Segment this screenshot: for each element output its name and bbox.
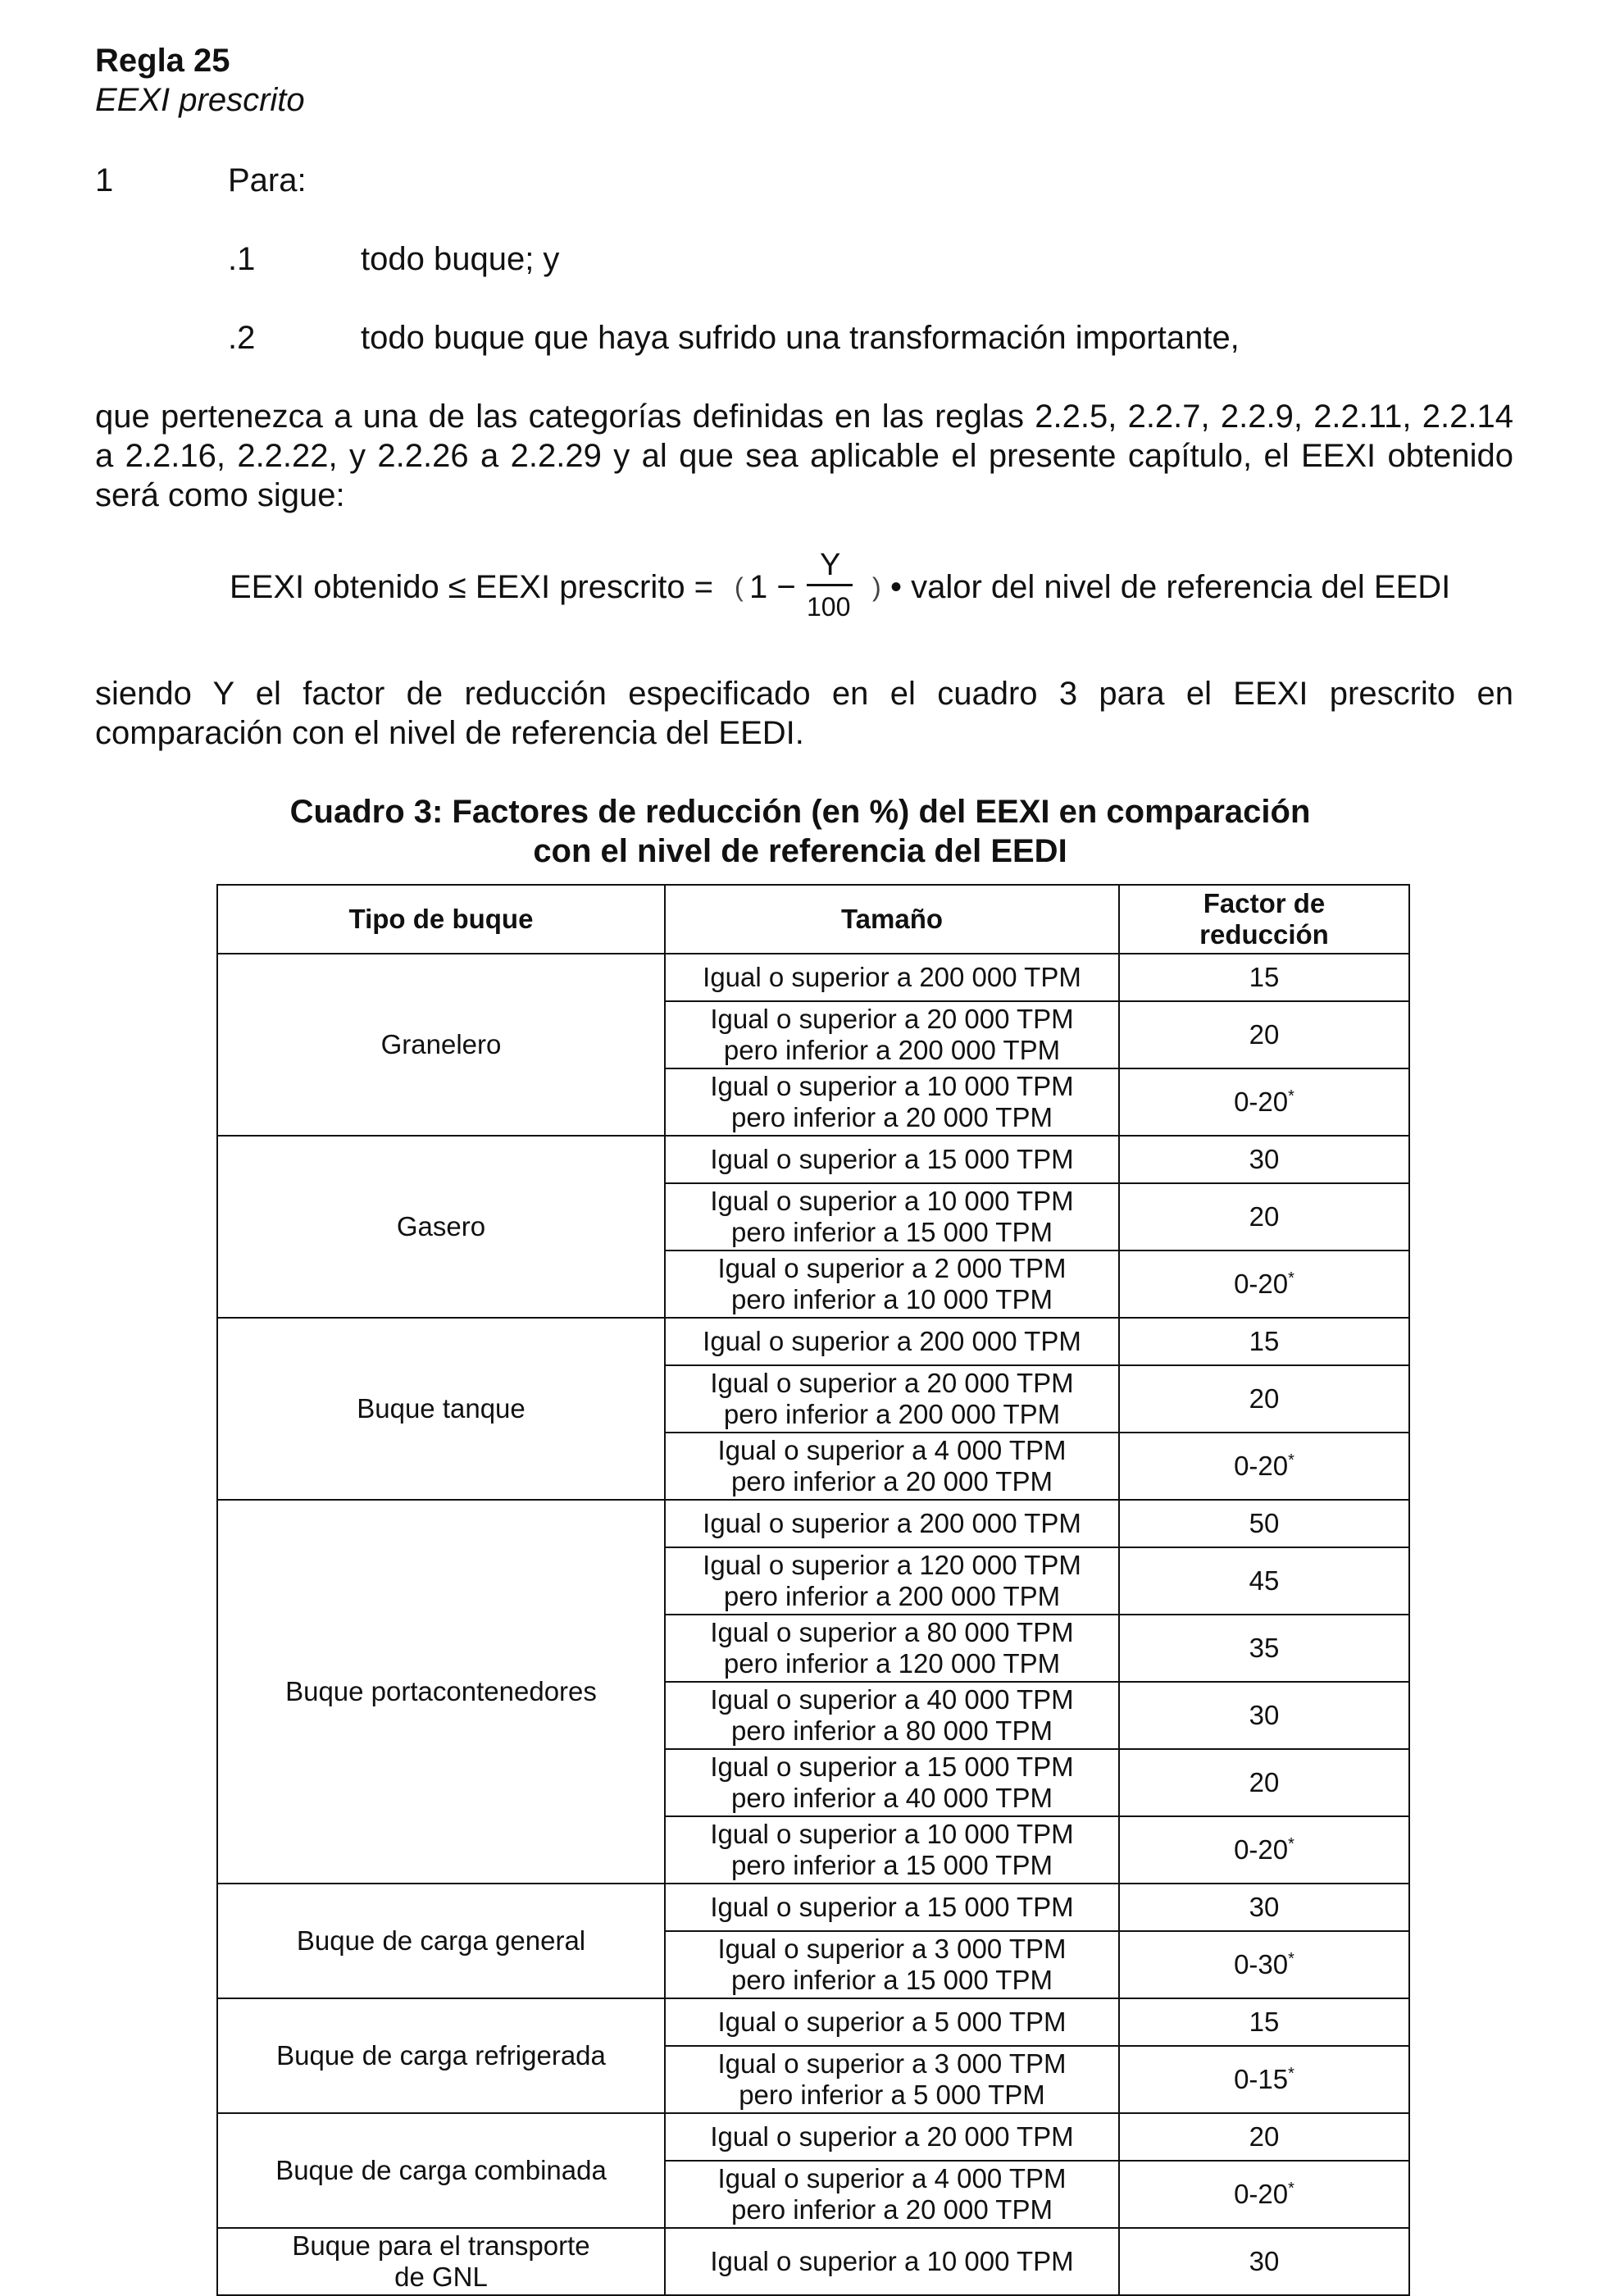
size-cell — [665, 1365, 1119, 1433]
size-cell — [665, 1500, 1119, 1547]
size-line: pero inferior a 10 000 TPM — [731, 1284, 1053, 1314]
paragraph-lead: Para: — [228, 162, 307, 198]
size-line: Igual o superior a 10 000 TPM — [710, 2246, 1074, 2276]
size-line: Igual o superior a 4 000 TPM — [717, 1435, 1067, 1465]
rule-subtitle: EEXI prescrito — [95, 82, 305, 118]
table-row — [217, 1136, 1409, 1183]
reduction-factor-cell — [1119, 1433, 1409, 1500]
reduction-factor-cell — [1119, 1749, 1409, 1816]
footnote-marker: * — [1288, 1269, 1294, 1287]
size-line: pero inferior a 15 000 TPM — [731, 1850, 1053, 1880]
formula-left: EEXI obtenido ≤ EEXI prescrito = — [230, 569, 714, 605]
reduction-factor-value: 30 — [1249, 1144, 1280, 1174]
ship-type-cell — [217, 1318, 665, 1500]
table-row — [217, 2113, 1409, 2161]
reduction-factor-value: 20 — [1249, 1767, 1280, 1797]
size-line: Igual o superior a 20 000 TPM — [710, 1368, 1074, 1398]
item-number: .1 — [228, 241, 256, 277]
size-line: pero inferior a 80 000 TPM — [731, 1715, 1053, 1746]
size-line: pero inferior a 5 000 TPM — [739, 2080, 1045, 2110]
size-cell — [665, 1998, 1119, 2046]
size-line: pero inferior a 15 000 TPM — [731, 1965, 1053, 1995]
size-cell — [665, 1547, 1119, 1615]
reduction-factor-cell — [1119, 1001, 1409, 1068]
reduction-factor-value: 15 — [1249, 2007, 1280, 2037]
reduction-factor-cell — [1119, 1931, 1409, 1998]
reduction-factor-cell — [1119, 954, 1409, 1001]
ship-type-cell — [217, 1500, 665, 1884]
reduction-factor-cell — [1119, 1318, 1409, 1365]
table-header-row — [217, 885, 1409, 954]
size-cell — [665, 954, 1119, 1001]
table-row — [217, 1318, 1409, 1365]
ship-type-label: Buque para el transporte — [292, 2230, 590, 2261]
reduction-factor-cell — [1119, 1816, 1409, 1884]
size-line: pero inferior a 20 000 TPM — [731, 1102, 1053, 1132]
size-line: Igual o superior a 15 000 TPM — [710, 1752, 1074, 1782]
ship-type-label: Buque portacontenedores — [285, 1676, 597, 1706]
size-line: pero inferior a 200 000 TPM — [723, 1399, 1061, 1429]
formula-open-paren: ( — [735, 572, 744, 602]
size-line: Igual o superior a 200 000 TPM — [703, 962, 1081, 992]
size-cell — [665, 2113, 1119, 2161]
paragraph-definition: siendo Y el factor de reducción especificado en el cuadro 3 para el EEXI prescrito en comparación con el nivel de referencia del EEDI. — [95, 676, 1513, 751]
reduction-factor-cell — [1119, 1136, 1409, 1183]
size-line: Igual o superior a 15 000 TPM — [710, 1144, 1074, 1174]
item-text: todo buque que haya sufrido una transformación importante, — [361, 320, 1240, 356]
size-line: Igual o superior a 3 000 TPM — [717, 1934, 1067, 1964]
size-line: pero inferior a 20 000 TPM — [731, 1466, 1053, 1496]
reduction-factor-cell — [1119, 2046, 1409, 2113]
size-cell — [665, 1183, 1119, 1250]
size-line: pero inferior a 15 000 TPM — [731, 1217, 1053, 1247]
ship-type-cell — [217, 2228, 665, 2295]
reduction-factor-cell — [1119, 1183, 1409, 1250]
rule-title: Regla 25 — [95, 43, 230, 79]
header-size: Tamaño — [665, 885, 1119, 954]
footnote-marker: * — [1288, 1835, 1294, 1853]
table-row — [217, 954, 1409, 1001]
reduction-factor-cell — [1119, 1547, 1409, 1615]
fraction-bar — [807, 584, 853, 586]
item-text: todo buque; y — [361, 241, 560, 277]
footnote-marker: * — [1288, 1451, 1294, 1469]
formula-denominator: 100 — [807, 592, 851, 622]
ship-type-cell — [217, 1136, 665, 1318]
formula-close-paren: ) — [872, 572, 881, 602]
footnote-marker: * — [1288, 1087, 1294, 1105]
reduction-factor-value: 30 — [1249, 1700, 1280, 1730]
size-line: Igual o superior a 200 000 TPM — [703, 1508, 1081, 1538]
reduction-factor-value: 50 — [1249, 1508, 1280, 1538]
size-line: Igual o superior a 20 000 TPM — [710, 2121, 1074, 2152]
size-line: Igual o superior a 5 000 TPM — [717, 2007, 1067, 2037]
size-line: Igual o superior a 10 000 TPM — [710, 1819, 1074, 1849]
reduction-factor-value: 0-20 — [1234, 1086, 1289, 1117]
reduction-factor-cell — [1119, 2113, 1409, 2161]
ship-type-label: Granelero — [380, 1029, 502, 1059]
size-line: Igual o superior a 120 000 TPM — [703, 1550, 1081, 1580]
size-cell — [665, 1749, 1119, 1816]
size-line: pero inferior a 40 000 TPM — [731, 1783, 1053, 1813]
reduction-factor-value: 0-20 — [1234, 1269, 1289, 1299]
ship-type-cell — [217, 1884, 665, 1998]
size-line: Igual o superior a 4 000 TPM — [717, 2163, 1067, 2194]
reduction-factor-cell — [1119, 1998, 1409, 2046]
table-caption-line: Cuadro 3: Factores de reducción (en %) del EEXI en comparación — [289, 794, 1311, 830]
reduction-factor-value: 20 — [1249, 1383, 1280, 1414]
formula-right: • valor del nivel de referencia del EEDI — [890, 569, 1451, 605]
formula-numerator: Y — [820, 548, 841, 582]
header-reduction-factor-line: Factor de — [1203, 888, 1326, 918]
ship-type-cell — [217, 1998, 665, 2113]
reduction-factor-value: 0-20 — [1234, 1451, 1289, 1481]
size-cell — [665, 1615, 1119, 1682]
reduction-factor-cell — [1119, 2161, 1409, 2228]
reduction-factor-cell — [1119, 2228, 1409, 2295]
header-reduction-factor — [1119, 885, 1409, 954]
paragraph-number: 1 — [95, 162, 114, 198]
size-cell — [665, 1001, 1119, 1068]
size-cell — [665, 1931, 1119, 1998]
table-body — [217, 954, 1409, 2295]
header-reduction-factor-line: reducción — [1199, 919, 1329, 950]
ship-type-label: Buque de carga refrigerada — [276, 2040, 606, 2070]
ship-type-label: Buque tanque — [357, 1393, 526, 1424]
ship-type-cell — [217, 2113, 665, 2228]
ship-type-cell — [217, 954, 665, 1136]
size-line: Igual o superior a 3 000 TPM — [717, 2048, 1067, 2079]
reduction-factor-cell — [1119, 1615, 1409, 1682]
reduction-factor-value: 15 — [1249, 1326, 1280, 1356]
size-line: Igual o superior a 40 000 TPM — [710, 1684, 1074, 1715]
item-number: .2 — [228, 320, 256, 356]
size-line: Igual o superior a 200 000 TPM — [703, 1326, 1081, 1356]
size-line: pero inferior a 120 000 TPM — [723, 1648, 1061, 1679]
reduction-factor-value: 15 — [1249, 962, 1280, 992]
size-cell — [665, 2046, 1119, 2113]
size-cell — [665, 2161, 1119, 2228]
size-line: Igual o superior a 80 000 TPM — [710, 1617, 1074, 1647]
table-row — [217, 1998, 1409, 2046]
size-line: Igual o superior a 2 000 TPM — [717, 1253, 1067, 1283]
reduction-factor-cell — [1119, 1884, 1409, 1931]
table-row — [217, 1500, 1409, 1547]
reduction-factor-value: 30 — [1249, 1892, 1280, 1922]
table-caption — [218, 792, 1382, 871]
reduction-factor-value: 35 — [1249, 1633, 1280, 1663]
formula-one-minus: 1 − — [749, 569, 796, 605]
reduction-factor-cell — [1119, 1682, 1409, 1749]
reduction-factor-value: 0-20 — [1234, 2179, 1289, 2209]
reduction-factor-value: 0-20 — [1234, 1834, 1289, 1865]
reduction-factor-value: 20 — [1249, 1019, 1280, 1050]
footnote-marker: * — [1288, 2065, 1294, 2083]
reduction-factor-cell — [1119, 1500, 1409, 1547]
size-line: pero inferior a 200 000 TPM — [723, 1035, 1061, 1065]
ship-type-label: de GNL — [394, 2262, 488, 2292]
reduction-factor-value: 20 — [1249, 1201, 1280, 1232]
table-row — [217, 1884, 1409, 1931]
size-line: Igual o superior a 10 000 TPM — [710, 1186, 1074, 1216]
ship-type-label: Buque de carga general — [296, 1925, 586, 1956]
table-caption-line: con el nivel de referencia del EEDI — [533, 833, 1067, 869]
reduction-factor-value: 0-15 — [1234, 2064, 1289, 2094]
size-line: Igual o superior a 15 000 TPM — [710, 1892, 1074, 1922]
size-cell — [665, 2228, 1119, 2295]
size-cell — [665, 1682, 1119, 1749]
ship-type-label: Gasero — [396, 1211, 486, 1241]
size-cell — [665, 1816, 1119, 1884]
size-line: pero inferior a 200 000 TPM — [723, 1581, 1061, 1611]
size-cell — [665, 1136, 1119, 1183]
size-line: pero inferior a 20 000 TPM — [731, 2194, 1053, 2225]
table-row — [217, 2228, 1409, 2295]
footnote-marker: * — [1288, 2180, 1294, 2198]
size-cell — [665, 1433, 1119, 1500]
reduction-factor-value: 20 — [1249, 2121, 1280, 2152]
reduction-factor-cell — [1119, 1068, 1409, 1136]
reduction-factor-value: 45 — [1249, 1565, 1280, 1596]
reduction-factor-value: 30 — [1249, 2246, 1280, 2276]
ship-type-label: Buque de carga combinada — [275, 2155, 607, 2185]
paragraph-categories: que pertenezca a una de las categorías definidas en las reglas 2.2.5, 2.2.7, 2.2.9, 2.2.11, 2.2.14 a 2.2.16, 2.2.22, y 2.2.26 a 2.2.29 y al que sea aplicable el presente capítulo, el EEXI obtenido será como sigue: — [95, 399, 1513, 513]
reduction-factors-table — [216, 884, 1410, 2296]
footnote-marker: * — [1288, 1950, 1294, 1968]
size-line: Igual o superior a 10 000 TPM — [710, 1071, 1074, 1101]
reduction-factor-cell — [1119, 1250, 1409, 1318]
size-line: Igual o superior a 20 000 TPM — [710, 1004, 1074, 1034]
reduction-factor-cell — [1119, 1365, 1409, 1433]
size-cell — [665, 1884, 1119, 1931]
header-ship-type: Tipo de buque — [217, 885, 665, 954]
size-cell — [665, 1068, 1119, 1136]
size-cell — [665, 1318, 1119, 1365]
size-cell — [665, 1250, 1119, 1318]
reduction-factor-value: 0-30 — [1234, 1949, 1289, 1979]
